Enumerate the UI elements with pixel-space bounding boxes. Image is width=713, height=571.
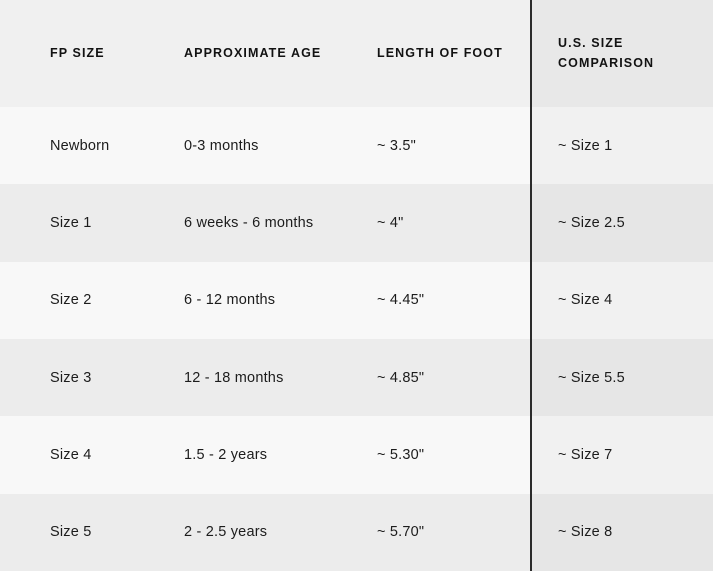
table-header: [0, 0, 713, 107]
cell-length-of-foot: ~ 4.85": [358, 339, 531, 416]
cell-approximate-age: 6 weeks - 6 months: [164, 184, 358, 261]
column-header-length-of-foot: LENGTH OF FOOT: [358, 0, 531, 107]
cell-us-size-comparison: ~ Size 8: [531, 494, 713, 571]
cell-fp-size: Size 5: [0, 494, 164, 571]
table-row: [0, 262, 713, 339]
column-header-approximate-age: APPROXIMATE AGE: [164, 0, 358, 107]
cell-fp-size: Size 1: [0, 184, 164, 261]
cell-approximate-age: 2 - 2.5 years: [164, 494, 358, 571]
cell-fp-size: Size 3: [0, 339, 164, 416]
cell-approximate-age: 1.5 - 2 years: [164, 416, 358, 493]
column-header-fp-size: FP SIZE: [0, 0, 164, 107]
table-body: [0, 107, 713, 571]
table-row: [0, 494, 713, 571]
cell-us-size-comparison: ~ Size 4: [531, 262, 713, 339]
cell-fp-size: Size 4: [0, 416, 164, 493]
cell-length-of-foot: ~ 4.45": [358, 262, 531, 339]
cell-fp-size: Size 2: [0, 262, 164, 339]
cell-approximate-age: 12 - 18 months: [164, 339, 358, 416]
table-row: [0, 416, 713, 493]
table-row: [0, 339, 713, 416]
cell-approximate-age: 0-3 months: [164, 107, 358, 184]
cell-us-size-comparison: ~ Size 5.5: [531, 339, 713, 416]
cell-us-size-comparison: ~ Size 1: [531, 107, 713, 184]
column-header-us-size-comparison: U.S. SIZE COMPARISON: [531, 0, 713, 107]
table-header-row: [0, 0, 713, 107]
cell-us-size-comparison: ~ Size 2.5: [531, 184, 713, 261]
cell-length-of-foot: ~ 3.5": [358, 107, 531, 184]
cell-approximate-age: 6 - 12 months: [164, 262, 358, 339]
table-row: [0, 184, 713, 261]
cell-length-of-foot: ~ 5.30": [358, 416, 531, 493]
cell-us-size-comparison: ~ Size 7: [531, 416, 713, 493]
table-row: [0, 107, 713, 184]
cell-fp-size: Newborn: [0, 107, 164, 184]
cell-length-of-foot: ~ 5.70": [358, 494, 531, 571]
cell-length-of-foot: ~ 4": [358, 184, 531, 261]
